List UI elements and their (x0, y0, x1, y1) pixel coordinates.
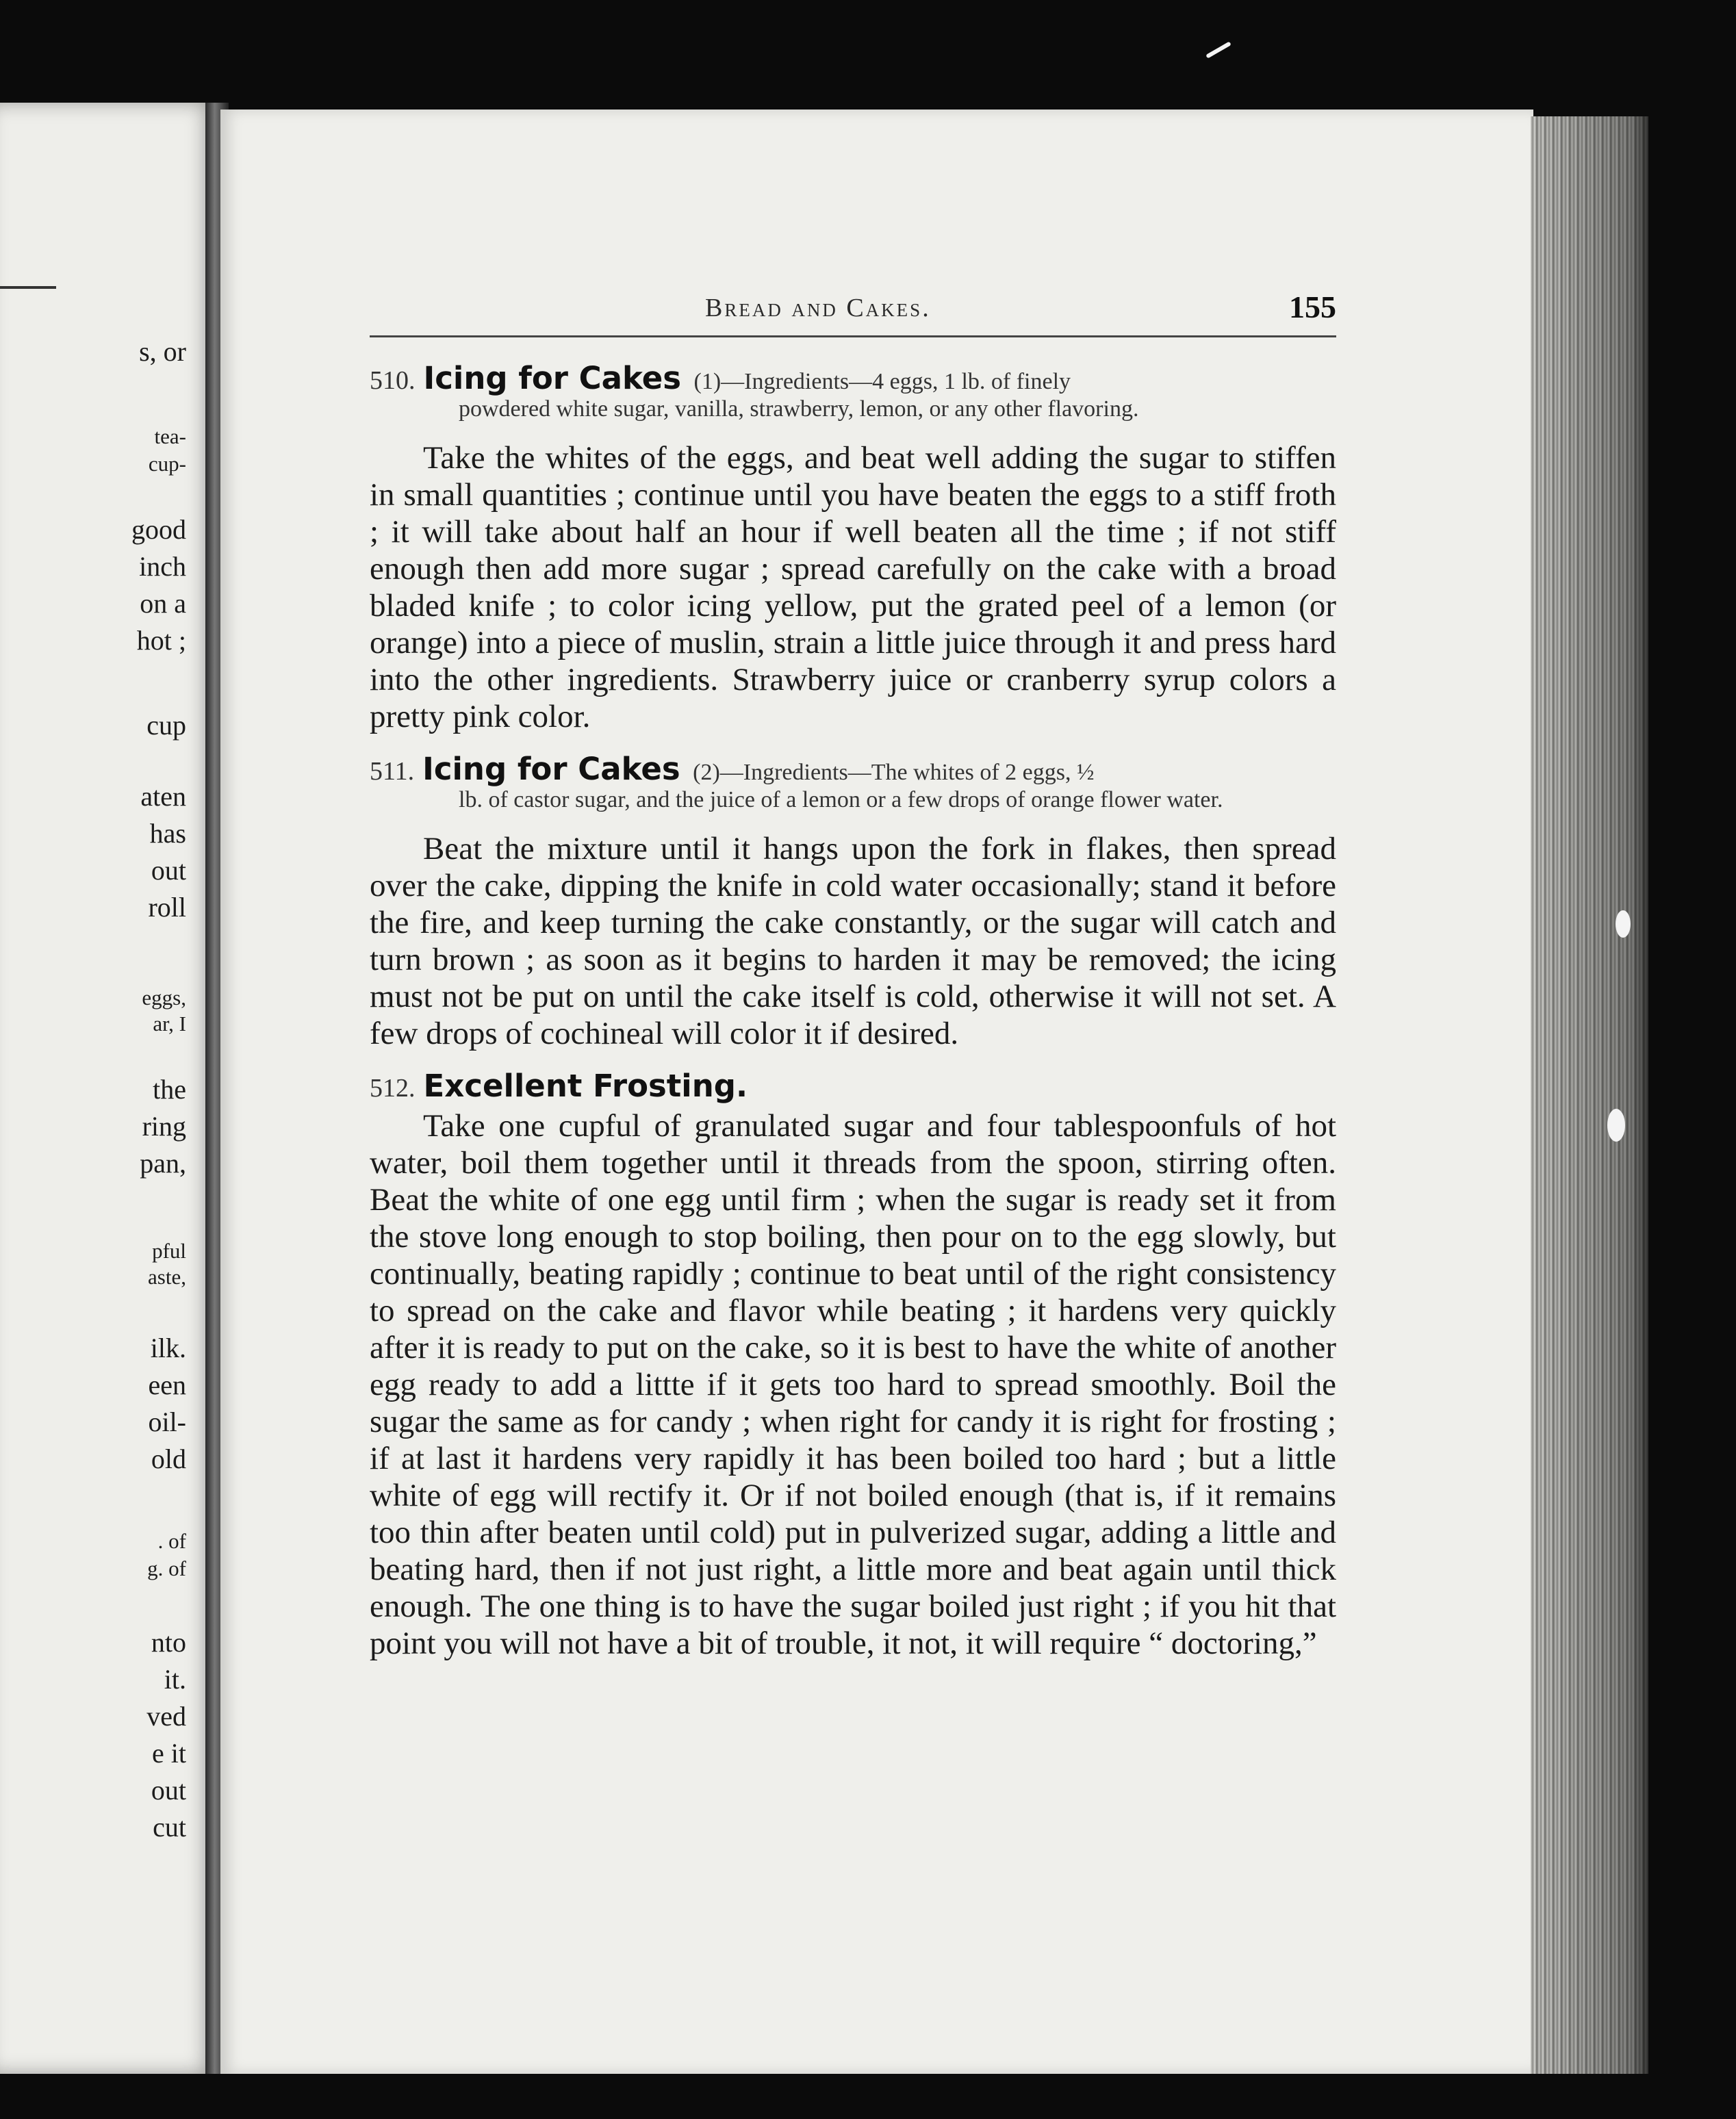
recipe-number: 512. (370, 1074, 416, 1103)
recipe-ingredients: lb. of castor sugar, and the juice of a lemon or a few drops of orange flower water. (459, 787, 1223, 812)
running-head (370, 274, 1336, 331)
recipe-title: Excellent Frosting. (423, 1068, 748, 1104)
left-page-fragment: it. (164, 1664, 186, 1695)
left-page-fragment: on a (140, 588, 186, 619)
recipe-heading (370, 360, 1336, 396)
running-head-title: Bread and Cakes. (705, 294, 931, 322)
left-page-fragment: good (131, 514, 186, 545)
left-page-fragment: aten (140, 781, 186, 812)
left-page-fragment: eggs, (142, 986, 186, 1010)
left-page-fragment: cup- (148, 452, 186, 476)
left-page-fragment: the (153, 1074, 186, 1105)
page-edges (1531, 116, 1648, 2074)
left-page-fragment: ring (142, 1111, 186, 1142)
left-page-fragment: out (151, 1775, 186, 1806)
recipe-body: Take the whites of the eggs, and beat well adding the sugar to stiffen in small quantities ; continue until you have beaten the eggs to a stiff froth ; it will take about half an hour if well beaten all the time ; if not stiff enough then add more sugar ; spread carefully on the cake with a broad bladed knife ; to color icing yellow, put the grated peel of a lemon (or orange) into a piece of muslin, strain a little juice through it and press hard into the other ingredients. Strawberry juice or cranberry syrup colors a pretty pink color. (370, 440, 1336, 734)
left-page-fragment: s, or (139, 336, 186, 367)
page-content (370, 274, 1336, 1682)
left-page-fragment: . of (157, 1529, 186, 1553)
recipe-ingredients-lead: (2)—Ingredients—The whites of 2 eggs, ½ (693, 760, 1095, 785)
left-page-fragment: roll (148, 892, 186, 923)
left-page-fragment: e it (152, 1738, 186, 1769)
recipe-number: 511. (370, 757, 415, 786)
recipe-heading (370, 1068, 1336, 1104)
left-page-fragment: een (148, 1370, 186, 1400)
recipe-body: Take one cupful of granulated sugar and four tablespoonfuls of hot water, boil them together until it threads from the spoon, stirring often. Beat the white of one egg until firm ; when the sugar is ready set it from the stove long enough to stop boiling, then pour on to the egg slowly, but continually, beating rapidly ; continue to beat until of the right consistency to spread on the cake and flavor while beating ; it hardens very quickly after it is ready to put on the cake, so it is best to have the white of another egg ready to add a littte if it gets too hard to spread smoothly. Boil the sugar the same as for candy ; when right for candy it is right for frosting ; if at last it hardens very rapidly it has been boiled too hard ; but a little white of egg will rectify it. Or if not boiled enough (that is, if it remains too thin after beaten until cold) put in pulverized sugar, adding a little and beating hard, then if not just right, a little more and beat again until thick enough. The one thing is to have the sugar boiled just right ; if you hit that point you will not have a bit of trouble, it not, it will require “ doctoring,” (370, 1108, 1336, 1661)
scan-speck (1607, 1109, 1625, 1142)
left-page-fragment: ved (146, 1701, 186, 1732)
left-page-fragment: tea- (154, 424, 186, 448)
scan-speck (1205, 41, 1231, 58)
left-page-fragment: old (151, 1443, 186, 1474)
recipe-title: Icing for Cakes (423, 360, 682, 396)
left-page-fragment: g. of (147, 1556, 186, 1580)
recipe-510 (370, 360, 1336, 735)
left-page-fragment: out (151, 855, 186, 886)
left-page-rule (0, 286, 56, 289)
header-rule (370, 335, 1336, 337)
left-page-fragment: ar, I (153, 1012, 186, 1036)
recipe-title: Icing for Cakes (422, 751, 680, 787)
recipe-511 (370, 751, 1336, 1052)
left-page-fragment: pful (152, 1239, 186, 1263)
recipe-512 (370, 1068, 1336, 1662)
left-page-fragment: hot ; (136, 625, 186, 656)
left-page-fragment: ilk. (150, 1333, 186, 1363)
left-page-fragment: aste, (148, 1265, 186, 1289)
recipe-ingredients: powdered white sugar, vanilla, strawberry, lemon, or any other flavoring. (459, 396, 1139, 422)
page-number: 155 (1289, 290, 1336, 324)
left-page-fragment: pan, (140, 1148, 186, 1179)
left-page-fragment: oil- (148, 1407, 186, 1437)
left-page-fragment: inch (139, 551, 186, 582)
left-page-fragment: cup (146, 710, 186, 741)
left-page-fragment: has (149, 818, 186, 849)
left-page-fragment: cut (153, 1812, 186, 1842)
recipe-body: Beat the mixture until it hangs upon the fork in flakes, then spread over the cake, dipping the knife in cold water occasionally; stand it before the fire, and keep turning the cake constantly, or the sugar will catch and turn brown ; as soon as it begins to harden it may be removed; the icing must not be put on until the cake itself is cold, otherwise it will not set. A few drops of cochineal will color it if desired. (370, 831, 1336, 1051)
scan-speck (1616, 910, 1631, 938)
recipe-number: 510. (370, 366, 416, 395)
recipe-ingredients-lead: (1)—Ingredients—4 eggs, 1 lb. of finely (693, 369, 1071, 394)
left-page-fragment: nto (151, 1627, 186, 1658)
recipe-heading (370, 751, 1336, 787)
